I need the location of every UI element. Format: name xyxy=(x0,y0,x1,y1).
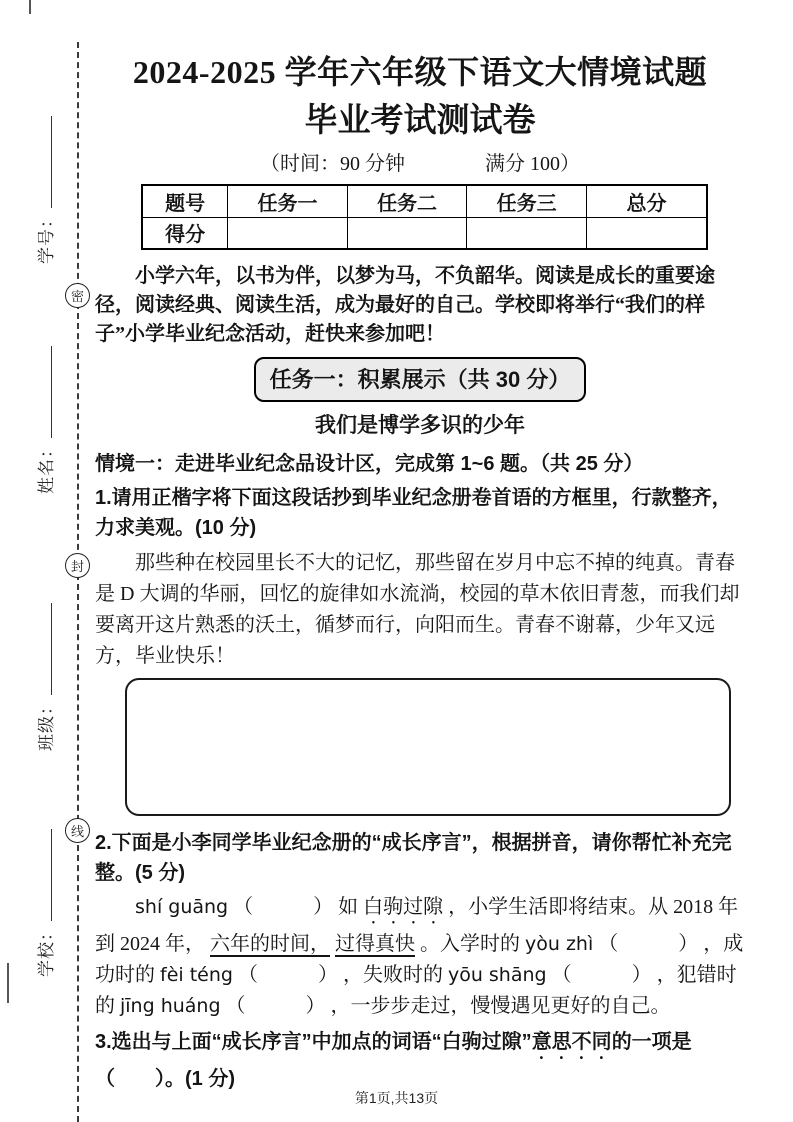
page-number-footer: 第1页,共13页 xyxy=(354,1090,439,1106)
question-1-text: 1.请用正楷字将下面这段话抄到毕业纪念册卷首语的方框里，行款整齐，力求美观。(10 分) xyxy=(95,487,732,539)
question-3-text: 3.选出与上面“成长序言”中加点的词语“白驹过隙”意思不同的一项是（ ）。(1 分) xyxy=(95,1031,692,1090)
score-header-cell: 任务一 xyxy=(228,185,348,217)
score-row-label: 得分 xyxy=(142,217,228,249)
paper-title-line1: 2024-2025 学年六年级下语文大情境试题 xyxy=(132,54,708,90)
intro-paragraph: 小学六年，以书为伴，以梦为马，不负韶华。阅读是成长的重要途径，阅读经典、阅读生活，成为最好的自己。学校即将举行“我们的样子”小学毕业纪念活动，赶快来参加吧！ xyxy=(95,265,715,345)
crop-mark-top xyxy=(29,0,31,14)
score-table xyxy=(141,184,708,250)
main-content xyxy=(95,52,745,1094)
task1-subtitle: 我们是博学多识的少年 xyxy=(315,413,525,437)
school-field xyxy=(32,813,58,993)
class-field xyxy=(32,587,58,767)
blank-line xyxy=(35,346,52,438)
question-2-text: 2.下面是小李同学毕业纪念册的“成长序言”，根据拼音，请你帮忙补充完整。(5 分) xyxy=(95,832,732,884)
score-cell-empty xyxy=(467,217,587,249)
scenario1-heading: 情境一：走进毕业纪念品设计区，完成第 1~6 题。（共 25 分） xyxy=(95,453,644,475)
seal-char-xian: 线 xyxy=(65,818,90,843)
time-and-score-meta: （时间：90 分钟 满分 100） xyxy=(260,153,580,175)
blank-line xyxy=(35,603,52,695)
score-header-cell: 任务三 xyxy=(467,185,587,217)
student-number-label: 学号： xyxy=(37,210,56,264)
pinyin-you-zhi: yòu zhì xyxy=(525,933,594,955)
score-cell-empty xyxy=(347,217,467,249)
handwriting-answer-box xyxy=(125,678,731,816)
seal-char-mi: 密 xyxy=(65,283,90,308)
answer-blank-parens: （ ） xyxy=(233,896,334,918)
score-table-score-row xyxy=(142,217,707,249)
score-table-header-row xyxy=(142,185,707,217)
pinyin-jing-huang: jīng huáng xyxy=(120,995,221,1017)
emphasized-words: 意思不同 xyxy=(531,1031,612,1053)
answer-blank-parens: （ ） xyxy=(225,995,326,1017)
task1-banner-wrap xyxy=(95,357,745,402)
task1-banner: 任务一：积累展示（共 30 分） xyxy=(254,357,587,402)
question-2-passage: shí guāng （ ） 如 白驹过隙 ，小学生活即将结束。从 2018 年到 2024 年， 六年的时间， 过得真快 。入学时的 yòu zhì （ ） ，成功时的 fèi téng （ ） ，失败时的 yōu shāng （ ） ，犯错时的 jīng huáng （ ） ，一步步走过，慢慢遇见更好的自己。 xyxy=(95,896,744,1017)
answer-blank-parens: （ ） xyxy=(598,933,699,955)
answer-blank-parens: （ ） xyxy=(237,964,338,986)
underlined-phrase: 六年的时间， xyxy=(210,933,330,955)
score-header-cell: 总分 xyxy=(586,185,707,217)
score-cell-empty xyxy=(586,217,707,249)
pinyin-shi-guang: shí guāng xyxy=(135,896,229,918)
student-number-field xyxy=(32,100,58,280)
score-header-cell: 题号 xyxy=(142,185,228,217)
question-1-quote: 那些种在校园里长不大的记忆，那些留在岁月中忘不掉的纯真。青春是 D 大调的华丽，回忆的旋律如水流淌，校园的草木依旧青葱，而我们却要离开这片熟悉的沃土，循梦而行，向阳而生。青春不谢幕，少年又远方，毕业快乐！ xyxy=(95,552,740,667)
seal-char-feng: 封 xyxy=(65,553,90,578)
paper-title-line2: 毕业考试测试卷 xyxy=(304,103,536,139)
seal-dashed-line xyxy=(77,42,79,1122)
underlined-phrase: 过得真快 xyxy=(335,933,415,955)
pinyin-fei-teng: fèi téng xyxy=(160,964,233,986)
blank-line xyxy=(35,116,52,208)
pinyin-you-shang: yōu shāng xyxy=(447,964,547,986)
class-label: 班级： xyxy=(37,697,56,751)
score-header-cell: 任务二 xyxy=(347,185,467,217)
student-name-label: 姓名： xyxy=(37,440,56,494)
crop-mark-left xyxy=(7,963,9,1003)
student-name-field xyxy=(32,330,58,510)
blank-line xyxy=(35,829,52,921)
emphasized-idiom: 白驹过隙 xyxy=(363,896,444,918)
answer-blank-parens: （ ） xyxy=(551,964,652,986)
school-label: 学校： xyxy=(37,923,56,977)
score-cell-empty xyxy=(228,217,348,249)
